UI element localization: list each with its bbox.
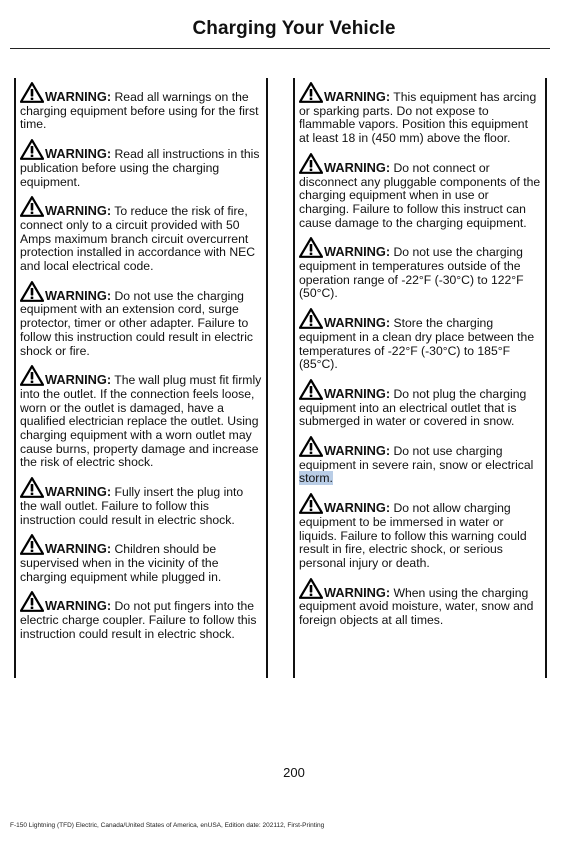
warning-label: WARNING: bbox=[45, 484, 112, 500]
warning-text: Do not put fingers into the electric charge coupler. Failure to follow this instruction could result in electric shock. bbox=[20, 599, 257, 641]
warning-item bbox=[299, 379, 541, 429]
warning-item bbox=[20, 534, 262, 584]
warning-triangle-icon bbox=[20, 196, 44, 217]
warning-item bbox=[299, 493, 541, 571]
warning-label: WARNING: bbox=[45, 287, 112, 303]
warning-triangle-icon bbox=[20, 477, 44, 498]
warning-item bbox=[20, 477, 262, 527]
warning-text: Fully insert the plug into the wall outlet. Failure to follow this instruction could result in electric shock. bbox=[20, 485, 244, 527]
warning-triangle-icon bbox=[299, 379, 323, 400]
warning-triangle-icon bbox=[299, 237, 323, 258]
warning-text: To reduce the risk of fire, connect only to a circuit provided with 50 Amps maximum branch circuit overcurrent protection installed in accordance with NEC and local electrical code. bbox=[20, 204, 256, 274]
warning-label: WARNING: bbox=[324, 500, 391, 516]
warning-text: Do not plug the charging equipment into an electrical outlet that is submerged in water or covered in snow. bbox=[299, 386, 527, 429]
warning-label: WARNING: bbox=[45, 146, 112, 162]
text-selection-highlight[interactable]: storm. bbox=[299, 471, 333, 486]
warning-text: Do not use the charging equipment with an extension cord, surge protector, timer or other adapter. Failure to follow this instruction could result in electric shock or fire. bbox=[20, 288, 254, 358]
warning-item bbox=[20, 196, 262, 274]
warning-text: Store the charging equipment in a clean dry place between the temperatures of -22°F (-30°C) to 185°F (85°C). bbox=[299, 316, 535, 372]
warning-item bbox=[20, 139, 262, 189]
warning-label: WARNING: bbox=[324, 89, 391, 104]
warning-label: WARNING: bbox=[45, 203, 112, 219]
warning-label: WARNING: bbox=[324, 443, 391, 459]
warning-item bbox=[299, 436, 541, 486]
warning-triangle-icon bbox=[20, 365, 44, 386]
warning-triangle-icon bbox=[20, 82, 44, 103]
warning-text: Do not connect or disconnect any pluggable components of the charging equipment when in use or charging. Failure to follow this instruct can cause damage to the charging equipment. bbox=[299, 160, 541, 230]
warning-triangle-icon bbox=[20, 591, 44, 612]
warning-triangle-icon bbox=[299, 578, 323, 599]
warning-triangle-icon bbox=[299, 82, 323, 103]
page-title: Charging Your Vehicle bbox=[192, 18, 396, 39]
warning-text: Read all instructions in this publication before using the charging equipment. bbox=[20, 147, 260, 189]
warning-item bbox=[299, 237, 541, 301]
warning-label: WARNING: bbox=[324, 244, 391, 260]
warning-item bbox=[20, 82, 262, 132]
warning-text: Do not allow charging equipment to be immersed in water or liquids. Failure to follow this warning could result in fire, electric shock, or serious personal injury or death. bbox=[299, 501, 527, 570]
warning-label: WARNING: bbox=[324, 584, 391, 600]
warning-label: WARNING: bbox=[45, 89, 112, 104]
warning-triangle-icon bbox=[20, 534, 44, 555]
footer-edition-info: F-150 Lightning (TFD) Electric, Canada/United States of America, enUSA, Edition date: 202112, First-Printing bbox=[10, 822, 325, 829]
warning-label: WARNING: bbox=[45, 372, 112, 388]
warning-item bbox=[299, 153, 541, 231]
warning-triangle-icon bbox=[299, 153, 323, 174]
warning-label: WARNING: bbox=[324, 315, 391, 331]
warning-text: Children should be supervised when in the vicinity of the charging equipment while plugged in. bbox=[20, 542, 222, 584]
warning-text: Read all warnings on the charging equipment before using for the first time. bbox=[20, 90, 259, 132]
warning-triangle-icon bbox=[299, 493, 323, 514]
warning-item bbox=[20, 281, 262, 359]
warning-label: WARNING: bbox=[324, 159, 391, 175]
left-column bbox=[14, 78, 268, 678]
warning-label: WARNING: bbox=[324, 385, 391, 401]
warning-label: WARNING: bbox=[45, 598, 112, 614]
warning-label: WARNING: bbox=[45, 541, 112, 557]
warning-triangle-icon bbox=[299, 308, 323, 329]
warning-text: When using the charging equipment avoid moisture, water, snow and foreign objects at all times. bbox=[299, 585, 534, 628]
title-divider bbox=[10, 48, 550, 49]
warning-triangle-icon bbox=[299, 436, 323, 457]
page-number: 200 bbox=[283, 765, 305, 780]
warning-item bbox=[299, 308, 541, 372]
warning-item bbox=[20, 591, 262, 641]
warning-text: Do not use the charging equipment in temperatures outside of the operation range of -22°F (-30°C) to 122°F (50°C). bbox=[299, 245, 524, 301]
warning-text: Do not use charging equipment in severe rain, snow or electrical bbox=[299, 444, 534, 472]
right-column bbox=[293, 78, 547, 678]
warning-item bbox=[20, 365, 262, 470]
warning-triangle-icon bbox=[20, 139, 44, 160]
warning-item bbox=[299, 82, 541, 146]
warning-text: This equipment has arcing or sparking parts. Do not expose to flammable vapors. Position this equipment at least 18 in (450 mm) above the floor. bbox=[299, 90, 537, 146]
warning-triangle-icon bbox=[20, 281, 44, 302]
warning-text: The wall plug must fit firmly into the outlet. If the connection feels loose, worn or the outlet is damaged, have a qualified electrician replace the outlet. Using charging equipment with a worn outlet may cause burns, property damage and increase the risk of electric shock. bbox=[20, 373, 262, 470]
warning-item bbox=[299, 578, 541, 628]
